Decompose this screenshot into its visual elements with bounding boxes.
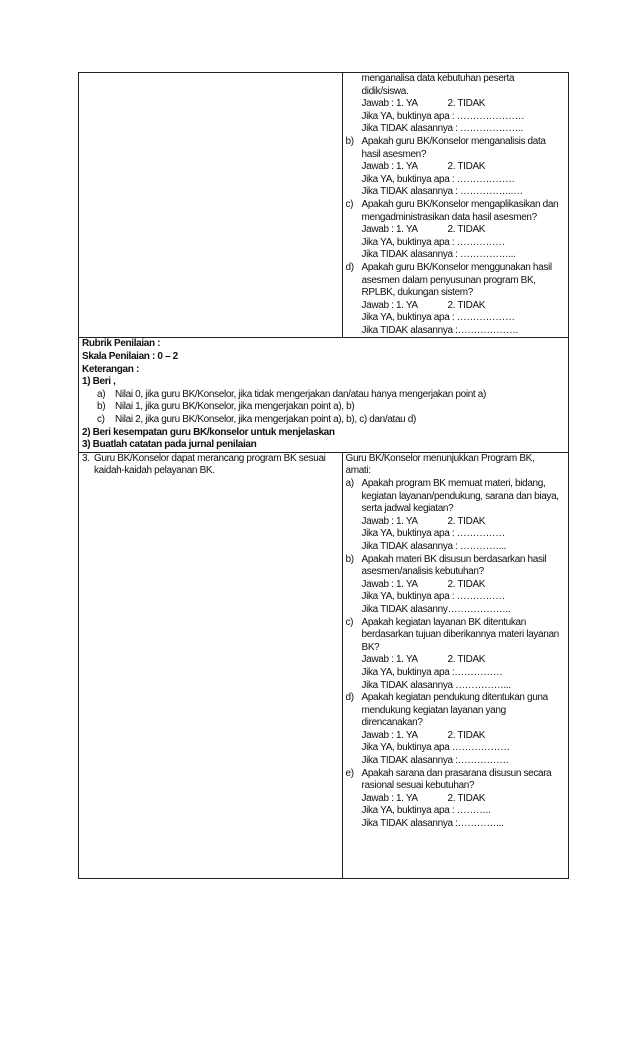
item-letter: d) (345, 261, 354, 273)
answer-options (362, 730, 565, 743)
question-line: Apakah guru BK/Konselor mengaplikasikan dan (361, 198, 559, 210)
question-line: hasil asesmen? (361, 148, 427, 160)
answer-ya: Jawab : 1. YA (361, 654, 418, 666)
answer-options (362, 224, 565, 237)
answer-ya: Jawab : 1. YA (361, 729, 418, 741)
question-item (346, 692, 565, 768)
intro-line: didik/siswa. (361, 85, 409, 97)
evidence-line: Jika YA, buktinya apa ……………… (361, 742, 510, 754)
reason-line: Jika TIDAK alasanny……………….. (361, 603, 511, 615)
answer-ya: Jawab : 1. YA (361, 161, 418, 173)
question-item (346, 768, 565, 831)
item-letter: c) (345, 616, 354, 628)
reason-line: Jika TIDAK alasannya : ……………..… (361, 186, 523, 198)
table-row (79, 452, 569, 878)
assessment-table (78, 72, 569, 879)
answer-options (362, 654, 565, 667)
intro-line: amati: (345, 465, 371, 477)
answer-tidak: 2. TIDAK (447, 792, 486, 804)
question-item (346, 199, 565, 262)
answer-tidak: 2. TIDAK (447, 299, 486, 311)
rubric-sub-item (82, 414, 565, 427)
sub-item-letter: c) (97, 414, 105, 426)
answer-options (362, 516, 565, 529)
evidence-line: Jika YA, buktinya apa : ………………… (361, 110, 525, 122)
question-line: Apakah sarana dan prasarana disusun secara (361, 767, 552, 779)
rubric-point-2: 2) Beri kesempatan guru BK/konselor untuk menjelaskan (82, 426, 335, 438)
answer-ya: Jawab : 1. YA (361, 792, 418, 804)
item-letter: b) (345, 553, 354, 565)
question-line: BK? (361, 641, 380, 653)
evidence-line: Jika YA, buktinya apa : …………… (361, 236, 505, 248)
answer-ya: Jawab : 1. YA (361, 98, 418, 110)
evidence-line: Jika YA, buktinya apa : ……………… (361, 173, 515, 185)
answer-options (362, 300, 565, 313)
answer-tidak: 2. TIDAK (447, 578, 486, 590)
item-letter: b) (345, 135, 354, 147)
answer-ya: Jawab : 1. YA (361, 515, 418, 527)
rubric-row (79, 338, 569, 452)
intro-line: menganalisa data kebutuhan peserta (361, 73, 515, 84)
question-line: Apakah materi BK disusun berdasarkan hasil (361, 553, 547, 565)
question-line: berdasarkan tujuan diberikannya materi layanan (361, 629, 559, 641)
answer-ya: Jawab : 1. YA (361, 224, 418, 236)
criterion-line: Guru BK/Konselor dapat merancang program BK sesuai (94, 452, 326, 464)
question-line: mengadministrasikan data hasil asesmen? (361, 211, 537, 223)
item-letter: d) (345, 692, 354, 704)
indicator-cell (342, 73, 568, 338)
question-item (346, 554, 565, 617)
question-line: RPLBK, dukungan sistem? (361, 287, 473, 299)
evidence-line: Jika YA, buktinya apa : ……………… (361, 312, 515, 324)
question-line: Apakah kegiatan pendukung ditentukan guna (361, 692, 548, 704)
question-line: direncanakan? (361, 717, 423, 729)
question-item (346, 262, 565, 338)
answer-tidak: 2. TIDAK (447, 161, 486, 173)
rubric-sub-item (82, 389, 565, 402)
question-line: kegiatan layanan/pendukung, sarana dan biaya, (361, 490, 559, 502)
answer-tidak: 2. TIDAK (447, 729, 486, 741)
table-row (79, 73, 569, 338)
answer-tidak: 2. TIDAK (447, 98, 486, 110)
reason-line: Jika TIDAK alasannya :…………... (361, 818, 504, 830)
answer-tidak: 2. TIDAK (447, 224, 486, 236)
rubric-sub-item (82, 401, 565, 414)
question-line: serta jadwal kegiatan? (361, 503, 454, 515)
criterion-cell-empty (79, 73, 343, 338)
criterion-cell (79, 452, 343, 878)
rubric-scale: Skala Penilaian : 0 – 2 (82, 351, 178, 363)
evidence-line: Jika YA, buktinya apa : …………… (361, 591, 505, 603)
reason-line: Jika TIDAK alasannya : ……………... (361, 249, 516, 261)
evidence-line: Jika YA, buktinya apa : ……….. (361, 805, 491, 817)
sub-item-letter: a) (97, 388, 106, 400)
question-line: Apakah program BK memuat materi, bidang, (361, 478, 546, 489)
sub-item-text: Nilai 1, jika guru BK/Konselor, jika mengerjakan point a), b) (115, 401, 355, 413)
intro-line: Guru BK/Konselor menunjukkan Program BK, (345, 452, 535, 464)
sub-item-text: Nilai 2, jika guru BK/Konselor, jika mengerjakan point a), b), c) dan/atau d) (115, 414, 416, 426)
answer-ya: Jawab : 1. YA (361, 299, 418, 311)
indicator-cell (342, 452, 568, 878)
answer-options (362, 98, 565, 111)
item-letter: e) (345, 767, 354, 779)
reason-line: Jika TIDAK alasannya : ……………….. (361, 123, 523, 135)
question-item (346, 617, 565, 693)
item-letter: c) (345, 198, 354, 210)
reason-line: Jika TIDAK alasannya :………………. (361, 324, 518, 336)
evidence-line: Jika YA, buktinya apa : …………… (361, 528, 505, 540)
evidence-line: Jika YA, buktinya apa :…………… (361, 666, 503, 678)
sub-item-text: Nilai 0, jika guru BK/Konselor, jika tidak mengerjakan dan/atau hanya mengerjakan point a) (115, 388, 486, 400)
rubric-point-1: 1) Beri , (82, 376, 116, 388)
question-line: mendukung kegiatan layanan yang (361, 704, 506, 716)
answer-options (362, 161, 565, 174)
reason-line: Jika TIDAK alasannya : …………... (361, 540, 506, 552)
rubric-cell (79, 338, 569, 452)
reason-line: Jika TIDAK alasannya :……………. (361, 755, 509, 767)
question-line: Apakah kegiatan layanan BK ditentukan (361, 616, 526, 628)
rubric-notes-title: Keterangan : (82, 363, 139, 375)
question-line: Apakah guru BK/Konselor menggunakan hasil (361, 261, 552, 273)
answer-ya: Jawab : 1. YA (361, 578, 418, 590)
question-line: asesmen dalam penyusunan program BK, (361, 274, 536, 286)
rubric-title: Rubrik Penilaian : (82, 338, 161, 350)
answer-options (362, 793, 565, 806)
question-item (346, 478, 565, 554)
criterion-line: kaidah-kaidah pelayanan BK. (94, 465, 215, 477)
assessment-sheet (78, 72, 569, 879)
question-item (346, 136, 565, 199)
answer-options (362, 579, 565, 592)
item-letter: a) (345, 478, 354, 489)
question-line: Apakah guru BK/Konselor menganalisis data (361, 135, 546, 147)
question-line: asesmen/analisis kebutuhan? (361, 566, 484, 578)
question-line: rasional sesuai kebutuhan? (361, 780, 475, 792)
sub-item-letter: b) (97, 401, 106, 413)
answer-tidak: 2. TIDAK (447, 515, 486, 527)
criterion-number: 3. (82, 452, 90, 464)
reason-line: Jika TIDAK alasannya ……………... (361, 679, 511, 691)
answer-tidak: 2. TIDAK (447, 654, 486, 666)
rubric-point-3: 3) Buatlah catatan pada jurnal penilaian (82, 439, 257, 451)
